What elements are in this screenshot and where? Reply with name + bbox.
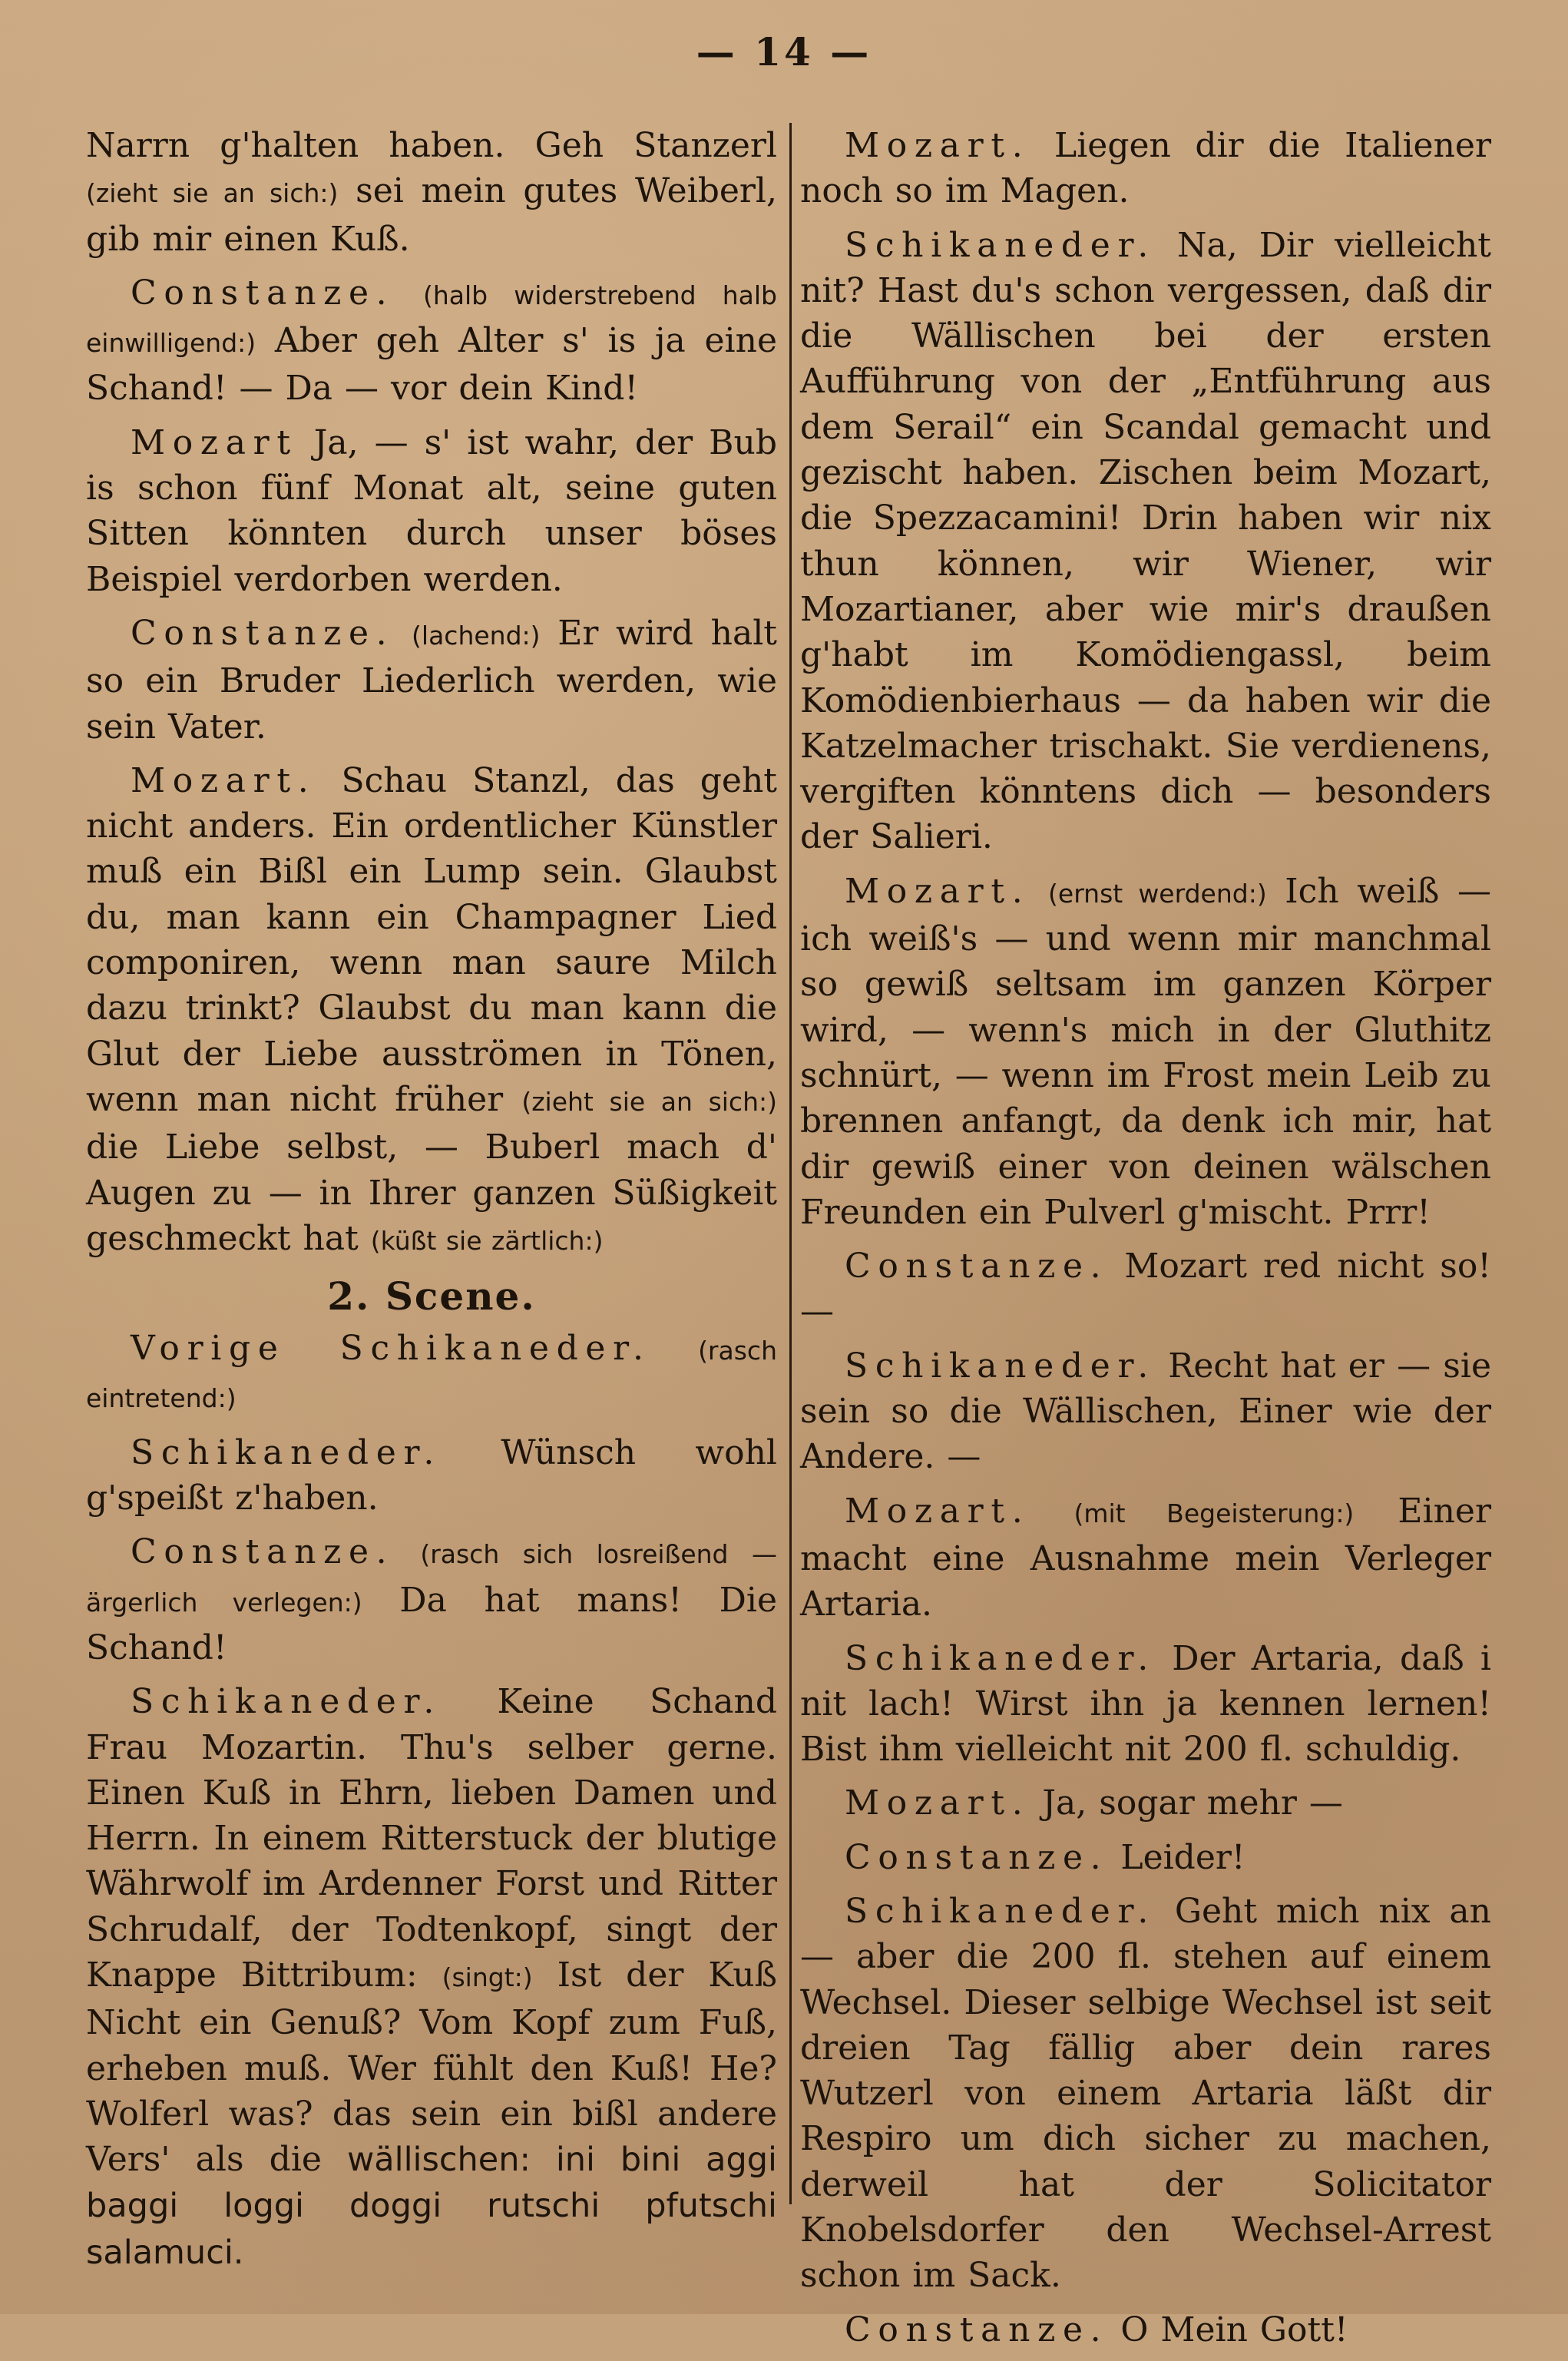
paragraph: [86, 420, 777, 602]
column-divider: [789, 123, 792, 2204]
stage-direction: (mit Begeisterung:): [1073, 1498, 1355, 1528]
dialogue-text: Na, Dir vielleicht nit? Hast du's schon vergessen, daß dir die Wällischen bei der ersten Aufführung von der „Entführung aus dem Serail“ ein Scandal gemacht und gezischt haben. Zischen beim Mozart, die Spezzacamini! Drin haben wir nix thun können, wir Wiener, wir Mozartianer, aber wie mir's draußen g'habt im Komödiengassl, beim Komödienbierhaus — da haben wir die Katzelmacher trischakt. Sie verdienens, vergiften könntens dich — besonders der Salieri.: [800, 225, 1491, 857]
speaker-name: Schikaneder.: [131, 1682, 442, 1722]
paragraph: [800, 123, 1491, 214]
paragraph: [800, 1243, 1491, 1335]
dialogue-text: Einer macht eine Ausnahme mein Verleger Artaria.: [800, 1491, 1491, 1624]
paragraph: [86, 611, 777, 750]
stage-direction: (zieht sie an sich:): [521, 1086, 777, 1117]
speaker-name: Mozart.: [845, 871, 1030, 911]
stage-direction: (ernst werdend:): [1048, 878, 1267, 909]
stage-direction: (zieht sie an sich:): [86, 178, 339, 209]
dialogue-text: Geht mich nix an — aber die 200 fl. stehen auf einem Wechsel. Dieser selbige Wechsel ist seit dreien Tag fällig aber dein rares Wutzerl von einem Artaria läßt dir Respiro um dich sicher zu machen, derweil hat der Solicitator Knobelsdorfer den Wechsel-Arrest schon im Sack.: [800, 1891, 1491, 2296]
dialogue-text: Ich weiß — ich weiß's — und wenn mir manchmal so gewiß seltsam im ganzen Körper wird, — wenn's mich in der Gluthitz schnürt, — wenn im Frost mein Leib zu brennen anfangt, da denk ich mir, hat dir gewiß einer von deinen wälschen Freunden ein Pulverl g'mischt. Prrr!: [800, 871, 1491, 1232]
dialogue-text: die Liebe selbst, — Buberl mach d' Augen zu — in Ihrer ganzen Süßigkeit geschmeckt hat: [86, 1128, 777, 1258]
stage-direction: (rasch eintretend:): [86, 1336, 777, 1414]
paragraph: [800, 1636, 1491, 1773]
paragraph: [800, 1889, 1491, 2299]
paragraph: [86, 270, 777, 412]
speaker-name: Mozart.: [845, 126, 1030, 165]
dialogue-text: Ja, — s' ist wahr, der Bub is schon fünf Monat alt, seine guten Sitten könnten durch unser böses Beispiel verdorben werden.: [86, 422, 777, 599]
dialogue-text: Er wird halt so ein Bruder Liederlich werden, wie sein Vater.: [86, 613, 777, 747]
stage-direction: (lachend:): [412, 620, 541, 651]
paragraph: [800, 1780, 1491, 1826]
dialogue-text: Leider!: [1120, 1837, 1245, 1877]
speaker-name: Constanze.: [131, 273, 395, 313]
dialogue-text: Der Artaria, daß i nit lach! Wirst ihn ja kennen lernen! Bist ihm vielleicht nit 200 fl. schuldig.: [800, 1638, 1491, 1770]
speaker-name: Schikaneder.: [845, 1638, 1156, 1678]
paragraph: [800, 869, 1491, 1235]
dialogue-text: Recht hat er — sie sein so die Wällischen, Einer wie der Andere. —: [800, 1346, 1491, 1477]
paragraph: [86, 1430, 777, 1522]
stage-direction: (halb widerstrebend halb einwilligend:): [86, 280, 777, 359]
speaker-name: Constanze.: [845, 2310, 1109, 2349]
dialogue-text: sei mein gutes Weiberl, gib mir einen Kuß.: [86, 171, 777, 259]
paragraph: [86, 1529, 777, 1671]
speaker-name: Constanze.: [845, 1247, 1109, 1286]
speaker-name: Constanze.: [131, 613, 395, 653]
paragraph: [800, 1835, 1491, 1880]
right-column: [800, 123, 1491, 2361]
speaker-name: Mozart.: [845, 1491, 1030, 1531]
stage-direction: (küßt sie zärtlich:): [370, 1225, 604, 1256]
dialogue-text: Aber geh Alter s' is ja eine Schand! — Da — vor dein Kind!: [86, 321, 777, 409]
dialogue-text: Da hat mans! Die Schand!: [86, 1580, 777, 1667]
scene-heading: 2. Scene.: [327, 1273, 536, 1320]
dialogue-text: Narrn g'halten haben. Geh Stanzerl: [86, 126, 777, 165]
stage-direction: (rasch sich losreißend — ärgerlich verlegen:): [86, 1539, 777, 1618]
speaker-name: Schikaneder.: [845, 1346, 1156, 1386]
verse-text: wällischen: ini bini aggi baggi loggi doggi rutschi pfutschi salamuci.: [86, 2141, 777, 2272]
paragraph: [800, 223, 1491, 860]
speaker-name: Schikaneder.: [131, 1432, 442, 1472]
speaker-name: Schikaneder.: [845, 225, 1156, 265]
paragraph: [86, 1679, 777, 2276]
dialogue-text: Keine Schand Frau Mozartin. Thu's selber gerne. Einen Kuß in Ehrn, lieben Damen und Herrn. In einem Ritterstuck der blutige Währwolf im Ardenner Forst und Ritter Schrudalf, der Todtenkopf, singt der Knappe Bittribum:: [86, 1682, 777, 1995]
speaker-name: Schikaneder.: [845, 1891, 1156, 1931]
paragraph: [800, 1488, 1491, 1628]
dialogue-text: O Mein Gott!: [1120, 2310, 1348, 2349]
speaker-name: Mozart: [131, 422, 298, 462]
paragraph: [800, 1343, 1491, 1480]
paragraph: [86, 1326, 777, 1422]
speaker-name: Mozart.: [845, 1783, 1030, 1823]
speaker-name: Constanze.: [845, 1837, 1109, 1877]
dialogue-text: Ja, sogar mehr —: [1042, 1783, 1343, 1823]
page-number: — 14 —: [696, 29, 872, 75]
speaker-name: Mozart.: [131, 760, 316, 800]
dialogue-text: Schau Stanzl, das geht nicht anders. Ein ordentlicher Künstler muß ein Bißl ein Lump sein. Glaubst du, man kann ein Champagner Lied componiren, wenn man saure Milch dazu trinkt? Glaubst du man kann die Glut der Liebe ausströmen in Tönen, wenn man nicht früher: [86, 760, 777, 1119]
left-column: [86, 123, 777, 2284]
dialogue-text: Mozart red nicht so! —: [800, 1247, 1491, 1332]
speaker-name: Constanze.: [131, 1532, 395, 1572]
paragraph: [86, 758, 777, 1263]
stage-direction: (singt:): [442, 1962, 533, 1992]
paragraph: [86, 123, 777, 262]
speaker-name: Vorige Schikaneder.: [131, 1329, 651, 1369]
dialogue-text: Wünsch wohl g'speißt z'haben.: [86, 1432, 777, 1518]
dialogue-text: Liegen dir die Italiener noch so im Magen.: [800, 126, 1491, 211]
dialogue-text: Ist der Kuß Nicht ein Genuß? Vom Kopf zum Fuß, erheben muß. Wer fühlt den Kuß! He? Wolferl was? das sein ein bißl andere Vers' als die: [86, 1955, 777, 2180]
